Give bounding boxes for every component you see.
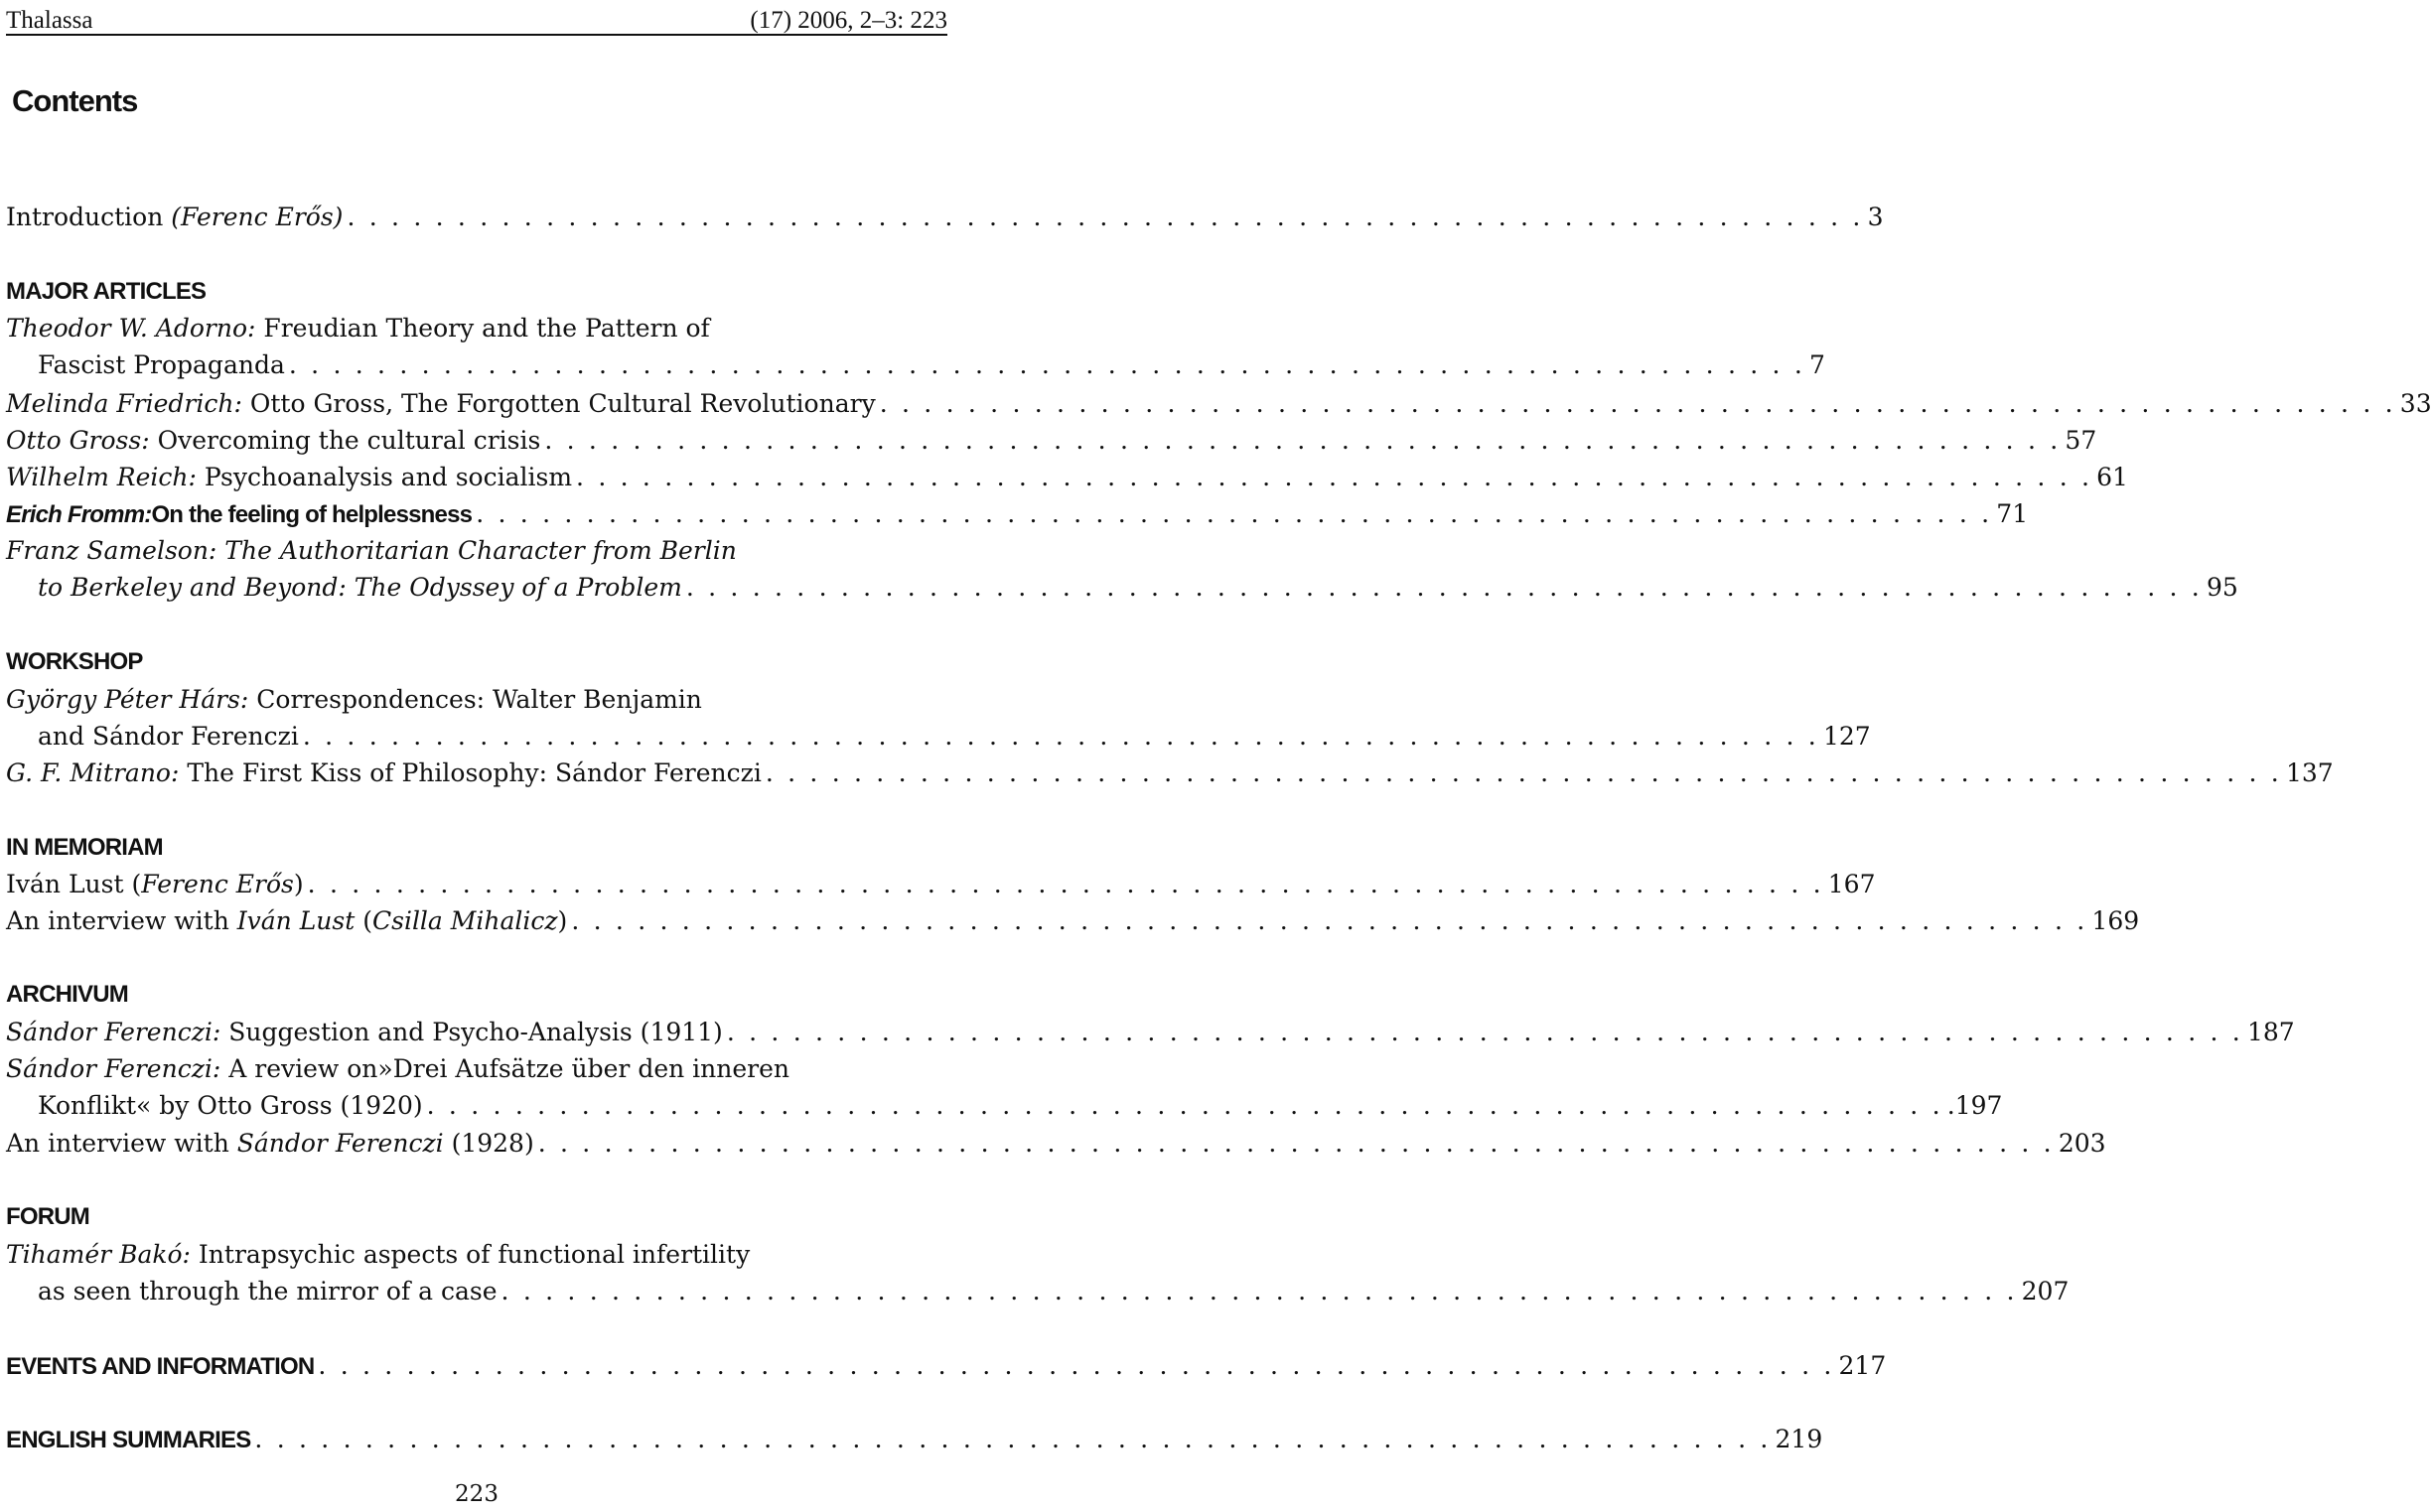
toc-entry-hars-continued	[6, 720, 1871, 754]
entry-author: Theodor W. Adorno:	[6, 314, 256, 343]
section-heading-events: EVENTS AND INFORMATION	[6, 1353, 315, 1380]
entry-author: Csilla Mihalicz	[371, 906, 558, 935]
toc-entry-ferenczi-suggestion	[6, 1016, 2295, 1049]
entry-author: (Ferenc Erős)	[171, 203, 344, 231]
entry-title: Otto Gross, The Forgotten Cultural Revolutionary	[241, 389, 876, 418]
entry-title: On the feeling of helplessness	[151, 501, 473, 528]
entry-title: The First Kiss of Philosophy: Sándor Ferenczi	[179, 758, 762, 787]
toc-entry-bako	[6, 1238, 951, 1272]
section-heading-summaries: ENGLISH SUMMARIES	[6, 1427, 251, 1453]
section-heading-forum: FORUM	[6, 1203, 89, 1230]
page-number: 207	[2021, 1277, 2070, 1306]
toc-entry-reich	[6, 461, 2128, 494]
dot-leader: . . . . . . . . . . . . . . . . . . . . . . . . . . . . . . . . . . . . . . . . . . . . . . . . . . . . . . . . . . . . . . . . . . . . .	[318, 1351, 1835, 1380]
toc-entry-lust-interview: An interview with Iván Lust (Csilla Mihalicz) . . . . . . . . . . . . . . . . . . . . . . . . . . . . . . . . . . . . . . . . . . . . . . . . . . . . . . . . . . . . . . . . . . . . . 169	[6, 904, 951, 938]
page-number: 169	[2091, 906, 2140, 935]
toc-entry-friedrich	[6, 387, 2432, 421]
dot-leader: . . . . . . . . . . . . . . . . . . . . . . . . . . . . . . . . . . . . . . . . . . . . . . . . . . . . . . . . . . . . . . . . . . . . .	[544, 426, 2062, 455]
entry-author: Otto Gross:	[6, 426, 150, 455]
page-number: .197	[1946, 1091, 2003, 1120]
entry-title: Intrapsychic aspects of functional infertility	[190, 1240, 751, 1269]
toc-entry-events	[6, 1349, 1887, 1383]
toc-entry-fromm	[6, 497, 2029, 531]
toc-entry-hars	[6, 683, 951, 717]
page-number: 57	[2065, 426, 2097, 455]
page-number: 95	[2206, 573, 2238, 602]
entry-title: as seen through the mirror of a case	[38, 1277, 498, 1306]
toc-entry-ferenczi-review	[6, 1052, 951, 1086]
dot-leader: . . . . . . . . . . . . . . . . . . . . . . . . . . . . . . . . . . . . . . . . . . . . . . . . . . . . . . . . . . . . . . . . . . . . .	[685, 573, 2203, 602]
dot-leader: . . . . . . . . . . . . . . . . . . . . . . . . . . . . . . . . . . . . . . . . . . . . . . . . . . . . . . . . . . . . . . . . . . . . .	[879, 389, 2396, 418]
entry-author: G. F. Mitrano:	[6, 758, 180, 787]
page-number: 167	[1827, 870, 1876, 898]
section-heading-in-memoriam: IN MEMORIAM	[6, 834, 163, 861]
page-number: 3	[1867, 203, 1884, 231]
issue-reference: (17) 2006, 2–3: 223	[750, 7, 947, 34]
entry-author: György Péter Hárs:	[6, 685, 249, 714]
page-number: 61	[2096, 463, 2128, 491]
toc-entry-summaries	[6, 1423, 1823, 1456]
section-heading-archivum: ARCHIVUM	[6, 981, 128, 1008]
dot-leader: . . . . . . . . . . . . . . . . . . . . . . . . . . . . . . . . . . . . . . . . . . . . . . . . . . . . . . . . . . . . . . . . . . . . .	[765, 758, 2282, 787]
journal-name: Thalassa	[6, 7, 93, 34]
toc-entry-samelson: Franz Samelson: The Authoritarian Character from Berlin	[6, 536, 737, 565]
toc-entry-adorno	[6, 312, 951, 345]
dot-leader: . . . . . . . . . . . . . . . . . . . . . . . . . . . . . . . . . . . . . . . . . . . . . . . . . . . . . . . . . . . . . . . . . . . . .	[307, 870, 1824, 898]
toc-entry-ferenczi-interview: An interview with Sándor Ferenczi (1928) . . . . . . . . . . . . . . . . . . . . . . . . . . . . . . . . . . . . . . . . . . . . . . . . . . . . . . . . . . . . . . . . . . . . . 203	[6, 1127, 951, 1161]
toc-entry-gross	[6, 424, 2097, 458]
page-number: 217	[1838, 1351, 1887, 1380]
dot-leader: . . . . . . . . . . . . . . . . . . . . . . . . . . . . . . . . . . . . . . . . . . . . . . . . . . . . . . . . . . . . . . . . . . . . .	[288, 350, 1805, 379]
entry-author: Erich Fromm:	[6, 501, 152, 528]
dot-leader: . . . . . . . . . . . . . . . . . . . . . . . . . . . . . . . . . . . . . . . . . . . . . . . . . . . . . . . . . . . . . . . . . . . . .	[347, 203, 1864, 231]
entry-author: Ferenc Erős	[141, 870, 294, 898]
dot-leader: . . . . . . . . . . . . . . . . . . . . . . . . . . . . . . . . . . . . . . . . . . . . . . . . . . . . . . . . . . . . . . . . . . . . .	[537, 1129, 2055, 1158]
dot-leader: . . . . . . . . . . . . . . . . . . . . . . . . . . . . . . . . . . . . . . . . . . . . . . . . . . . . . . . . . . . . . . . . . . . . .	[254, 1425, 1772, 1453]
dot-leader: . . . . . . . . . . . . . . . . . . . . . . . . . . . . . . . . . . . . . . . . . . . . . . . . . . . . . . . . . . . . . . . . . . . . .	[476, 499, 1993, 528]
page-folio: 223	[455, 1481, 499, 1507]
dot-leader: . . . . . . . . . . . . . . . . . . . . . . . . . . . . . . . . . . . . . . . . . . . . . . . . . . . . . . . . . . . . . . . . . . . . .	[302, 722, 1819, 751]
toc-entry-ferenczi-review-continued	[6, 1089, 2003, 1123]
toc-entry-mitrano	[6, 756, 2334, 790]
page-title: Contents	[12, 83, 138, 118]
page-number: 71	[1996, 499, 2029, 528]
dot-leader: . . . . . . . . . . . . . . . . . . . . . . . . . . . . . . . . . . . . . . . . . . . . . . . . . . . . . . . . . . . . . . . . . . . . .	[426, 1091, 1943, 1120]
section-heading-workshop: WORKSHOP	[6, 648, 143, 675]
entry-title: Correspondences: Walter Benjamin	[248, 685, 702, 714]
entry-subject: Sándor Ferenczi	[236, 1129, 444, 1158]
entry-author: Tihamér Bakó:	[6, 1240, 191, 1269]
dot-leader: . . . . . . . . . . . . . . . . . . . . . . . . . . . . . . . . . . . . . . . . . . . . . . . . . . . . . . . . . . . . . . . . . . . . .	[726, 1018, 2243, 1046]
entry-title: Psychoanalysis and socialism	[196, 463, 573, 491]
page-number: 7	[1808, 350, 1825, 379]
dot-leader: . . . . . . . . . . . . . . . . . . . . . . . . . . . . . . . . . . . . . . . . . . . . . . . . . . . . . . . . . . . . . . . . . . . . .	[571, 906, 2088, 935]
entry-title: Fascist Propaganda	[38, 350, 285, 379]
entry-title: Suggestion and Psycho-Analysis (1911)	[220, 1018, 723, 1046]
dot-leader: . . . . . . . . . . . . . . . . . . . . . . . . . . . . . . . . . . . . . . . . . . . . . . . . . . . . . . . . . . . . . . . . . . . . .	[576, 463, 2093, 491]
entry-title: Konflikt« by Otto Gross (1920)	[38, 1091, 423, 1120]
entry-title: Freudian Theory and the Pattern of	[255, 314, 710, 343]
page-number: 137	[2285, 758, 2334, 787]
entry-author: Sándor Ferenczi:	[6, 1018, 221, 1046]
toc-entry-adorno-continued	[6, 348, 1825, 382]
entry-author: Wilhelm Reich:	[6, 463, 197, 491]
entry-author: Sándor Ferenczi:	[6, 1054, 221, 1083]
page-number: 187	[2246, 1018, 2295, 1046]
toc-entry-introduction: Introduction (Ferenc Erős) . . . . . . . . . . . . . . . . . . . . . . . . . . . . . . . . . . . . . . . . . . . . . . . . . . . . . . . . . . . . . . . . . . . . . 3	[6, 201, 951, 234]
section-heading-major-articles: MAJOR ARTICLES	[6, 278, 207, 305]
page-number: 127	[1822, 722, 1871, 751]
entry-title: Overcoming the cultural crisis	[149, 426, 541, 455]
toc-entry-bako-continued	[6, 1275, 2070, 1308]
header-rule	[6, 34, 947, 36]
toc-entry-samelson-continued	[6, 571, 2238, 605]
page-number: 33	[2399, 389, 2432, 418]
entry-author: Melinda Friedrich:	[6, 389, 242, 418]
entry-subject: Iván Lust	[236, 906, 356, 935]
page-number: 203	[2058, 1129, 2106, 1158]
entry-title: and Sándor Ferenczi	[38, 722, 299, 751]
entry-title: to Berkeley and Beyond: The Odyssey of a Problem	[38, 573, 682, 602]
page-number: 219	[1775, 1425, 1823, 1453]
toc-entry-lust: Iván Lust (Ferenc Erős) . . . . . . . . . . . . . . . . . . . . . . . . . . . . . . . . . . . . . . . . . . . . . . . . . . . . . . . . . . . . . . . . . . . . . 167	[6, 868, 951, 901]
running-head	[6, 0, 947, 36]
dot-leader: . . . . . . . . . . . . . . . . . . . . . . . . . . . . . . . . . . . . . . . . . . . . . . . . . . . . . . . . . . . . . . . . . . . . .	[501, 1277, 2018, 1306]
entry-title: A review on»Drei Aufsätze über den inneren	[220, 1054, 790, 1083]
